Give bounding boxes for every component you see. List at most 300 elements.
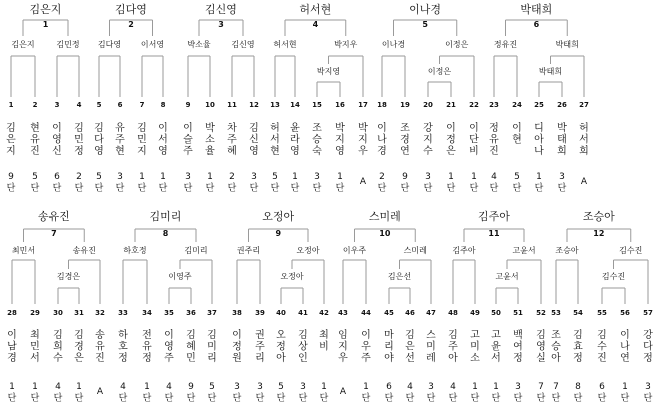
player-name-char: 영	[164, 341, 174, 353]
seed-number: 3	[54, 101, 60, 109]
group-winner-name: 허서현	[299, 3, 332, 16]
player-name-char: 현	[30, 123, 40, 134]
player-name-char: 은	[74, 353, 84, 364]
seed-number: 39	[255, 309, 265, 317]
seed-number: 43	[338, 309, 348, 317]
player-name-char: 은	[446, 146, 456, 157]
result-rank-number: 5	[96, 172, 102, 182]
seed-number: 27	[579, 101, 589, 109]
seed-number: 40	[276, 309, 286, 317]
player-name-char: 유	[115, 123, 125, 134]
player-name-char: 박	[358, 123, 368, 134]
result-rank-number: 1	[207, 172, 213, 182]
seed-number: 33	[118, 309, 128, 317]
seed-number: 37	[207, 309, 217, 317]
result-rank-number: 7	[538, 382, 544, 392]
semifinal-name: 김주아	[452, 246, 476, 255]
seed-number: 55	[597, 309, 607, 317]
player-name-char: 소	[205, 134, 215, 146]
player-name-char: 호	[118, 341, 128, 353]
semifinal-name: 이정은	[445, 40, 469, 49]
player-name-char: 남	[7, 341, 17, 353]
player-name-char: 정	[573, 353, 583, 364]
player-name-char: 연	[400, 146, 410, 157]
group-number: 7	[51, 229, 57, 238]
seed-number: 48	[448, 309, 458, 317]
player-name-char: 최	[319, 330, 329, 341]
player-name-char: 김	[53, 330, 63, 341]
result-rank-unit: 단	[335, 183, 345, 194]
player-name-char: 유	[95, 341, 105, 353]
result-rank-unit: 단	[158, 183, 168, 194]
player-name-char: 조	[312, 123, 322, 134]
group-winner-name: 오정아	[262, 210, 295, 223]
player-name-char: 지	[6, 146, 16, 157]
player-name-char: 정	[643, 353, 653, 364]
player-name-char: 전	[142, 330, 152, 341]
player-name-char: 신	[249, 134, 259, 146]
player-name-char: 김	[405, 330, 415, 341]
player-name-char: 은	[6, 134, 16, 146]
result-rank-unit: 단	[405, 393, 415, 404]
player-name-char: 디	[534, 123, 544, 134]
seed-number: 29	[30, 309, 40, 317]
result-rank-unit: 단	[118, 393, 128, 404]
result-rank-number: 9	[8, 172, 14, 182]
semifinal-name: 김민정	[56, 40, 80, 49]
player-name-char: 지	[338, 341, 348, 353]
player-name-char: 정	[118, 353, 128, 364]
player-name-char: 김	[573, 330, 583, 341]
result-alternate: A	[96, 387, 104, 397]
player-name-char: 희	[557, 146, 567, 157]
seed-number: 22	[469, 101, 479, 109]
player-name-char: 우	[361, 341, 371, 353]
result-rank-unit: 단	[74, 183, 84, 194]
player-name-char: 김	[94, 123, 104, 134]
seed-number: 38	[232, 309, 242, 317]
semifinal-name: 김미리	[184, 246, 208, 255]
seed-number: 57	[643, 309, 653, 317]
result-rank-unit: 단	[361, 393, 371, 404]
semifinal-name: 박지우	[334, 40, 358, 49]
group-winner-name: 스미레	[368, 210, 401, 223]
player-name-char: 권	[255, 330, 265, 341]
result-rank-unit: 단	[183, 183, 193, 194]
player-name-char: 영	[249, 146, 259, 157]
semifinal-name: 김신영	[231, 40, 255, 49]
player-name-char: 아	[551, 353, 561, 364]
result-rank-number: 1	[76, 382, 82, 392]
semifinal-name: 최민서	[11, 246, 36, 255]
semifinal-name: 이나경	[381, 40, 406, 49]
seed-number: 7	[139, 101, 145, 109]
result-rank-unit: 단	[205, 183, 215, 194]
quarterfinal-name: 오정아	[280, 272, 304, 281]
result-rank-unit: 단	[319, 393, 329, 404]
result-rank-unit: 단	[491, 393, 501, 404]
player-name-char: 야	[384, 353, 394, 364]
result-rank-number: 1	[622, 382, 628, 392]
result-rank-number: 3	[428, 382, 434, 392]
player-name-char: 진	[489, 146, 499, 157]
result-rank-unit: 단	[513, 393, 523, 404]
player-name-char: 백	[513, 330, 523, 341]
result-rank-number: 1	[32, 382, 38, 392]
player-name-char: 수	[423, 146, 433, 157]
group-number: 8	[162, 229, 169, 238]
player-name-char: 서	[158, 134, 168, 146]
quarterfinal-name: 박지영	[316, 67, 341, 76]
semifinal-name: 박소율	[187, 40, 211, 49]
semifinal-name: 오정아	[296, 246, 320, 255]
player-name-char: 민	[74, 134, 84, 146]
result-rank-unit: 단	[469, 183, 479, 194]
result-rank-number: 3	[257, 382, 263, 392]
result-rank-unit: 단	[276, 393, 286, 404]
result-rank-number: 8	[575, 382, 581, 392]
result-rank-unit: 단	[137, 183, 147, 194]
player-name-char: 조	[551, 330, 561, 341]
semifinal-name: 권주리	[236, 246, 261, 255]
group-number: 6	[533, 20, 540, 29]
player-name-char: 지	[137, 146, 147, 157]
result-rank-number: 5	[209, 382, 215, 392]
player-name-char: 정	[489, 123, 499, 134]
seed-number: 49	[470, 309, 480, 317]
player-name-char: 김	[597, 330, 607, 341]
seed-number: 17	[358, 101, 368, 109]
player-name-char: 나	[620, 341, 630, 353]
result-rank-number: 3	[251, 172, 257, 182]
player-name-char: 김	[137, 123, 147, 134]
player-name-char: 원	[232, 353, 242, 364]
seed-number: 18	[377, 101, 387, 109]
semifinal-name: 스미레	[403, 246, 427, 255]
player-name-char: 이	[52, 123, 62, 134]
result-rank-number: 3	[559, 172, 565, 182]
seed-number: 35	[164, 309, 174, 317]
seed-number: 24	[512, 101, 522, 109]
result-rank-unit: 단	[270, 183, 280, 194]
result-rank-number: 1	[144, 382, 150, 392]
result-rank-unit: 단	[52, 183, 62, 194]
player-name-char: 유	[142, 341, 152, 353]
result-rank-number: 1	[337, 172, 343, 182]
player-name-char: 승	[312, 134, 322, 146]
group-number: 5	[422, 20, 428, 29]
player-name-char: 주	[361, 353, 371, 364]
seed-number: 5	[96, 101, 102, 109]
group-winner-name: 김다영	[115, 3, 147, 16]
player-name-char: 정	[232, 341, 242, 353]
player-name-char: 영	[158, 146, 168, 157]
player-name-char: 민	[30, 341, 40, 353]
result-rank-number: 1	[321, 382, 327, 392]
player-name-char: 유	[30, 134, 40, 146]
result-rank-unit: 단	[597, 393, 607, 404]
player-name-char: 이	[469, 123, 479, 134]
player-name-char: 미	[470, 341, 480, 353]
result-rank-unit: 단	[312, 183, 322, 194]
player-name-char: 주	[164, 353, 174, 364]
seed-number: 31	[74, 309, 84, 317]
player-name-char: 주	[227, 134, 237, 146]
quarterfinal-name: 박태희	[538, 67, 563, 76]
group-winner-name: 김주아	[478, 210, 510, 223]
player-name-char: 송	[95, 330, 105, 341]
semifinal-name: 이우주	[342, 246, 367, 255]
player-name-char: 경	[74, 341, 84, 353]
result-rank-number: 6	[54, 172, 60, 182]
player-name-char: 율	[205, 146, 215, 157]
player-name-char: 아	[534, 134, 544, 146]
quarterfinal-name: 김은선	[387, 272, 412, 281]
semifinal-name: 김은지	[11, 40, 35, 49]
player-name-char: 영	[536, 341, 546, 353]
result-rank-number: 5	[272, 172, 278, 182]
player-name-char: 강	[643, 330, 653, 341]
seed-number: 50	[491, 309, 501, 317]
player-name-char: 태	[557, 134, 567, 146]
seed-number: 23	[489, 101, 499, 109]
player-name-char: 현	[115, 146, 125, 157]
semifinal-name: 송유진	[72, 246, 96, 255]
result-rank-unit: 단	[249, 183, 259, 194]
group-winner-name: 이나경	[409, 3, 442, 16]
result-rank-number: 1	[472, 382, 478, 392]
player-name-char: 슬	[183, 134, 193, 146]
player-name-char: 지	[335, 134, 345, 146]
result-rank-unit: 단	[164, 393, 174, 404]
group-winner-name: 박태희	[520, 3, 553, 16]
player-name-char: 박	[335, 123, 345, 134]
seed-number: 19	[400, 101, 410, 109]
result-rank-number: 4	[491, 172, 497, 182]
result-rank-number: 3	[300, 382, 306, 392]
result-rank-unit: 단	[290, 183, 300, 194]
seed-number: 53	[551, 309, 561, 317]
semifinal-name: 정유진	[493, 40, 518, 49]
player-name-char: 김	[249, 123, 259, 134]
seed-number: 41	[298, 309, 308, 317]
player-name-char: 윤	[491, 341, 501, 353]
semifinal-name: 허서현	[273, 40, 297, 49]
seed-number: 56	[620, 309, 630, 317]
player-name-char: 선	[405, 353, 415, 364]
player-name-char: 이	[377, 123, 387, 134]
player-name-char: 미	[207, 341, 217, 353]
group-winner-name: 송유진	[37, 210, 70, 223]
result-rank-number: 4	[450, 382, 456, 392]
result-rank-unit: 단	[620, 393, 630, 404]
player-name-char: 차	[227, 123, 237, 134]
group-number: 2	[128, 20, 134, 29]
result-rank-number: 5	[514, 172, 520, 182]
group-number: 1	[42, 20, 49, 29]
result-rank-number: 7	[553, 382, 559, 392]
seed-number: 34	[142, 309, 152, 317]
result-rank-number: 3	[645, 382, 651, 392]
semifinal-name: 고윤서	[512, 246, 536, 255]
result-rank-number: 1	[471, 172, 477, 182]
result-rank-number: 3	[515, 382, 521, 392]
result-alternate: A	[339, 387, 347, 397]
player-name-char: 정	[74, 146, 84, 157]
seed-number: 13	[270, 101, 280, 109]
quarterfinal-name: 고윤서	[495, 272, 519, 281]
player-name-char: 소	[470, 353, 480, 364]
player-name-char: 숙	[312, 146, 322, 157]
result-rank-unit: 단	[551, 393, 561, 404]
player-name-char: 현	[270, 146, 280, 157]
result-rank-unit: 단	[30, 393, 40, 404]
result-alternate: A	[580, 177, 588, 187]
player-name-char: 김	[74, 123, 84, 134]
result-alternate: A	[359, 177, 367, 187]
result-rank-unit: 단	[7, 393, 17, 404]
result-rank-number: 1	[292, 172, 298, 182]
player-name-char: 은	[405, 341, 415, 353]
player-name-char: 민	[186, 353, 196, 364]
result-rank-unit: 단	[142, 393, 152, 404]
player-name-char: 비	[469, 146, 479, 157]
seed-number: 54	[573, 309, 583, 317]
semifinal-name: 김다영	[97, 40, 122, 49]
seed-number: 46	[405, 309, 415, 317]
player-name-char: 경	[377, 146, 387, 157]
player-name-char: 지	[423, 134, 433, 146]
player-name-char: 스	[426, 330, 436, 341]
semifinal-name: 박태희	[555, 40, 579, 49]
player-name-char: 서	[270, 134, 280, 146]
seed-number: 4	[76, 101, 82, 109]
result-rank-unit: 단	[470, 393, 480, 404]
result-rank-number: 4	[55, 382, 61, 392]
group-winner-name: 조승아	[582, 210, 615, 223]
player-name-char: 오	[276, 330, 286, 341]
player-name-char: 박	[557, 123, 567, 134]
result-rank-number: 3	[314, 172, 320, 182]
player-name-char: 혜	[227, 146, 237, 157]
semifinal-name: 하호정	[123, 246, 147, 255]
player-name-char: 이	[232, 330, 242, 341]
seed-number: 6	[117, 101, 123, 109]
player-name-char: 경	[7, 353, 17, 364]
player-name-char: 이	[7, 330, 17, 341]
result-rank-number: 4	[166, 382, 172, 392]
seed-number: 11	[227, 101, 237, 109]
seed-number: 2	[32, 101, 38, 109]
result-rank-unit: 단	[186, 393, 196, 404]
group-number: 9	[275, 229, 282, 238]
result-rank-unit: 단	[643, 393, 653, 404]
player-name-char: 리	[384, 341, 394, 353]
seed-number: 45	[384, 309, 394, 317]
seed-number: 25	[534, 101, 544, 109]
group-winner-name: 김은지	[29, 3, 62, 16]
player-name-char: 김	[6, 123, 16, 134]
player-name-char: 임	[338, 330, 348, 341]
player-name-char: 민	[137, 134, 147, 146]
player-name-char: 고	[470, 330, 480, 341]
result-rank-unit: 단	[232, 393, 242, 404]
group-number: 11	[488, 229, 500, 238]
result-rank-number: 3	[185, 172, 191, 182]
result-rank-unit: 단	[512, 183, 522, 194]
result-rank-unit: 단	[573, 393, 583, 404]
player-name-char: 박	[205, 123, 215, 134]
result-rank-number: 1	[9, 382, 15, 392]
player-name-char: 하	[118, 330, 128, 341]
player-name-char: 정	[276, 341, 286, 353]
result-rank-unit: 단	[384, 393, 394, 404]
player-name-char: 수	[597, 341, 607, 353]
player-name-char: 김	[298, 330, 308, 341]
seed-number: 8	[160, 101, 166, 109]
player-name-char: 허	[579, 123, 589, 134]
semifinal-name: 김수진	[619, 246, 643, 255]
player-name-char: 허	[270, 123, 280, 134]
group-number: 12	[593, 229, 605, 238]
player-name-char: 우	[338, 353, 348, 364]
seed-number: 52	[536, 309, 546, 317]
semifinal-name: 이서영	[140, 40, 165, 49]
result-rank-unit: 단	[423, 183, 433, 194]
result-rank-number: 9	[402, 172, 408, 182]
result-rank-unit: 단	[298, 393, 308, 404]
player-name-char: 인	[298, 353, 308, 364]
seed-number: 9	[185, 101, 191, 109]
player-name-char: 아	[448, 353, 458, 364]
player-name-char: 현	[512, 134, 522, 146]
seed-number: 21	[446, 101, 456, 109]
player-name-char: 레	[426, 353, 436, 364]
result-rank-number: 6	[386, 382, 392, 392]
player-name-char: 진	[95, 353, 105, 364]
player-name-char: 고	[491, 330, 501, 341]
result-rank-number: 2	[76, 172, 82, 182]
player-name-char: 정	[446, 134, 456, 146]
result-rank-unit: 단	[227, 183, 237, 194]
player-name-char: 서	[30, 353, 40, 364]
result-rank-number: 3	[425, 172, 431, 182]
player-name-char: 서	[491, 353, 501, 364]
player-name-char: 이	[512, 123, 522, 134]
group-number: 4	[312, 20, 319, 29]
player-name-char: 상	[298, 341, 308, 353]
result-rank-number: 1	[448, 172, 454, 182]
seed-number: 10	[205, 101, 215, 109]
player-name-char: 김	[207, 330, 217, 341]
player-name-char: 효	[573, 341, 583, 353]
player-name-char: 비	[319, 341, 329, 353]
player-name-char: 조	[400, 123, 410, 134]
result-rank-number: 2	[379, 172, 385, 182]
player-name-char: 리	[255, 353, 265, 364]
result-rank-unit: 단	[377, 183, 387, 194]
result-rank-number: 1	[160, 172, 166, 182]
player-name-char: 라	[290, 134, 300, 146]
player-name-char: 다	[643, 341, 653, 353]
player-name-char: 김	[448, 330, 458, 341]
player-name-char: 우	[358, 146, 368, 157]
result-rank-unit: 단	[557, 183, 567, 194]
seed-number: 14	[290, 101, 300, 109]
player-name-char: 정	[513, 353, 523, 364]
player-name-char: 주	[448, 341, 458, 353]
result-rank-number: 1	[493, 382, 499, 392]
